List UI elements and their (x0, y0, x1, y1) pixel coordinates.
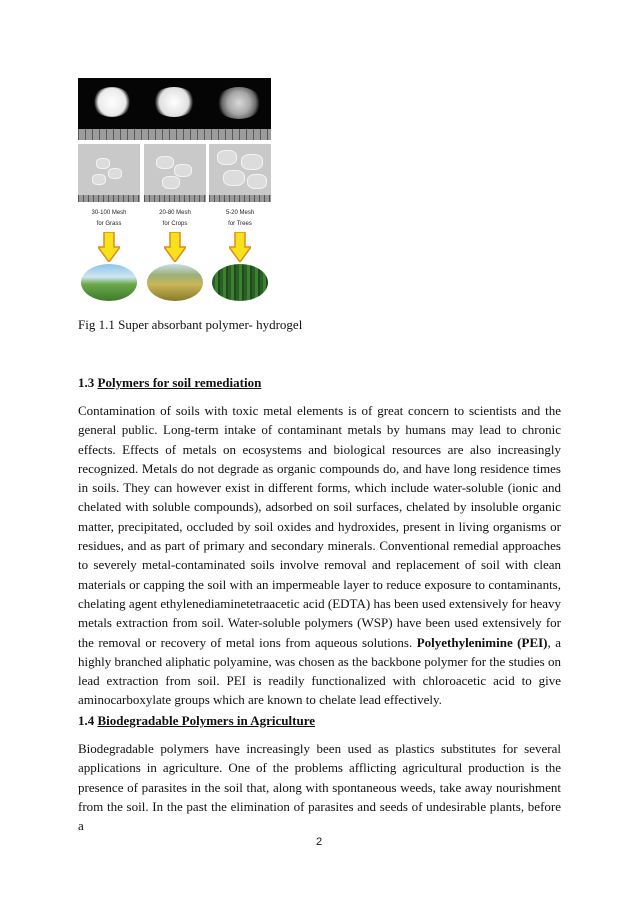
ruler (78, 195, 140, 202)
crops-field-image (147, 264, 203, 301)
paragraph-soil-remediation (78, 401, 561, 710)
crystal (174, 164, 192, 177)
section-heading-1-3 (78, 375, 261, 391)
section-heading-1-4 (78, 713, 315, 729)
coarse-granule-pile (216, 87, 262, 119)
bold-term: Polyethylenimine (PEI) (416, 634, 548, 650)
hydrogel-figure (78, 78, 271, 301)
figure-caption: Fig 1.1 Super absorbant polymer- hydrogel (78, 317, 303, 332)
granule-photo-panel (78, 78, 271, 140)
crystal (247, 174, 267, 189)
section-number: 1.4 (78, 713, 95, 728)
paragraph-text: Contamination of soils with toxic metal elements is of great concern to scientists and the general public. Long-term intake of contaminant metals by humans may lead to chronic effects. Effects of metals on ecosystems and biological resources are also increasingly recognized. Metals do not degrade as organic compounds do, and have long residence times in soils. They can however exist in different forms, which include water-soluble (ionic and chelated with soluble compounds), adsorbed on soil surfaces, chelated by insoluble organic matter, precipitated, occluded by soil oxides and hydroxides, present in living organisms or residues, and as part of primary and secondary minerals. Conventional remedial approaches to severely metal-contaminated soils involve removal and replacement of soil with clean materials or capping the soil with an impermeable layer to reduce exposure to contaminants, chelating agent ethylenediaminetetraacetic acid (EDTA) has been used extensively for heavy metals extraction from soil. Water-soluble polymers (WSP) have been used extensively for the removal or recovery of metal ions from aqueous solutions. (78, 403, 561, 650)
section-title: Polymers for soil remediation (97, 375, 262, 390)
swollen-panel-trees (209, 144, 271, 202)
fine-granule-pile (92, 87, 132, 117)
mesh-use: for Grass (96, 221, 122, 227)
down-arrow-icon (164, 232, 186, 262)
trees-image (212, 264, 268, 301)
page-number: 2 (315, 836, 323, 848)
mesh-label-grass (78, 209, 140, 229)
crystal (156, 156, 174, 169)
mesh-use: for Crops (162, 221, 188, 227)
mesh-size: 20-80 Mesh (159, 210, 191, 216)
down-arrow-icon (98, 232, 120, 262)
section-title: Biodegradable Polymers in Agriculture (97, 713, 315, 728)
mesh-label-crops (144, 209, 206, 229)
crystal (241, 154, 263, 170)
down-arrow-icon (229, 232, 251, 262)
section-number: 1.3 (78, 375, 95, 390)
mesh-size: 5-20 Mesh (225, 210, 255, 216)
mesh-use: for Trees (228, 221, 252, 227)
ruler (144, 195, 206, 202)
crystal (223, 170, 245, 186)
crystal (96, 158, 110, 169)
ruler (78, 129, 271, 140)
crystal (217, 150, 237, 165)
medium-granule-pile (152, 87, 196, 117)
mesh-label-trees (209, 209, 271, 229)
crystal (162, 176, 180, 189)
swollen-hydrogel-panels (78, 144, 271, 202)
paragraph-biodegradable: Biodegradable polymers have increasingly been used as plastics substitutes for several applications in agriculture. One of the problems afflicting agricultural production is the presence of parasites in the soil that, along with spontaneous weeds, take away nourishment from the soil. In the past the elimination of parasites and seeds of undesirable plants, before a (78, 741, 561, 834)
crystal (108, 168, 122, 179)
crystal (92, 174, 106, 185)
swollen-panel-crops (144, 144, 206, 202)
mesh-size: 30-100 Mesh (91, 210, 127, 216)
ruler (209, 195, 271, 202)
swollen-panel-grass (78, 144, 140, 202)
grass-field-image (81, 264, 137, 301)
paragraph-text: , a highly branched aliphatic polyamine, was chosen as the backbone polymer for the studies on lead extraction from soil. PEI is readily functionalized with chloroacetic acid to give aminocarboxylate groups which are known to chelate lead effectively. (78, 634, 561, 708)
